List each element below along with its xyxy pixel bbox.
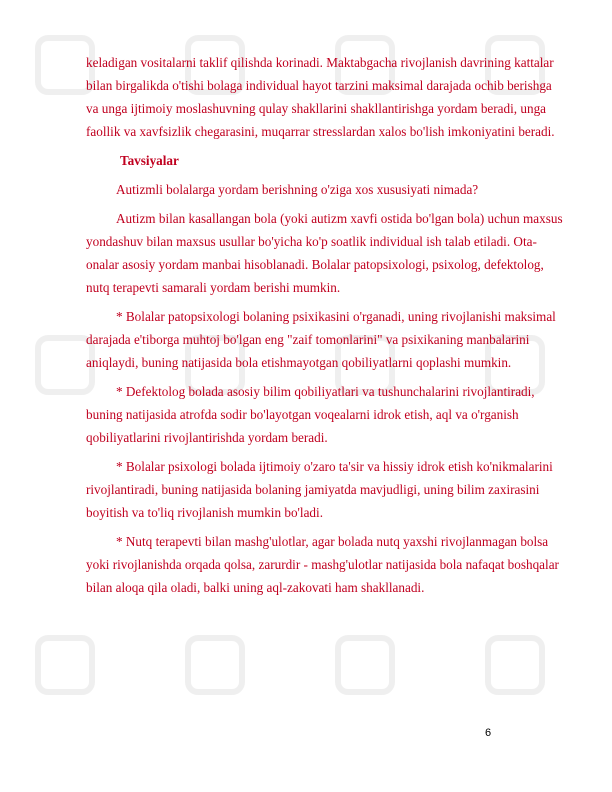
- document-body: [86, 51, 564, 605]
- list-item: * Nutq terapevti bilan mashg'ulotlar, agar bolada nutq yaxshi rivojlanmagan bolsa yoki rivojlanishda orqada qolsa, zarurdir - mashg'ulotlar natijasida bola nafaqat boshqalar bilan aloqa qila oladi, balki uning aql-zakovati ham shakllanadi.: [86, 534, 559, 595]
- section-heading: Tavsiyalar: [120, 153, 179, 168]
- watermark-icon: [30, 630, 100, 700]
- watermark-icon: [180, 630, 250, 700]
- watermark-icon: [330, 630, 400, 700]
- answer-paragraph: Autizm bilan kasallangan bola (yoki autizm xavfi ostida bo'lgan bola) uchun maxsus yondashuv bilan maxsus usullar bo'yicha ko'p soatlik individual ish talab etiladi. Ota-onalar asosiy yordam manbai hisoblanadi. Bolalar patopsixologi, psixolog, defektolog, nutq terapevti samarali yordam berishi mumkin.: [86, 211, 563, 295]
- question-paragraph: Autizmli bolalarga yordam berishning o'ziga xos xususiyati nimada?: [116, 182, 479, 197]
- list-item: * Bolalar psixologi bolada ijtimoiy o'zaro ta'sir va hissiy idrok etish ko'nikmalarini rivojlantiradi, buning natijasida bolaning jamiyatda mavjudligi, uning bilim zaxirasini boyitish va to'liq rivojlanish mumkin bo'ladi.: [86, 459, 553, 520]
- list-item: * Bolalar patopsixologi bolaning psixikasini o'rganadi, uning rivojlanishi maksimal darajada e'tiborga muhtoj bo'lgan eng "zaif tomonlarini" va psixikaning manbalarini aniqlaydi, buning natijasida bola etishmayotgan qobiliyatlarni qoplashi mumkin.: [86, 309, 556, 370]
- watermark-row: [0, 630, 612, 710]
- watermark-icon: [480, 630, 550, 700]
- intro-paragraph: keladigan vositalarni taklif qilishda korinadi. Maktabgacha rivojlanish davrining kattalar bilan birgalikda o'tishi bolaga individual hayot tarzini maksimal darajada ochib berishga va unga ijtimoiy moslashuvning qulay shakllarini shakllantirishga yordam beradi, unga faollik va xavfsizlik chegarasini, muqarrar stresslardan xalos bo'lish imkoniyatini beradi.: [86, 55, 555, 139]
- list-item: * Defektolog bolada asosiy bilim qobiliyatlari va tushunchalarini rivojlantiradi, buning natijasida atrofda sodir bo'layotgan voqealarni idrok etish, aql va o'rganish qobiliyatlarini rivojlantirishda yordam beradi.: [86, 384, 535, 445]
- page-number: 6: [485, 727, 492, 739]
